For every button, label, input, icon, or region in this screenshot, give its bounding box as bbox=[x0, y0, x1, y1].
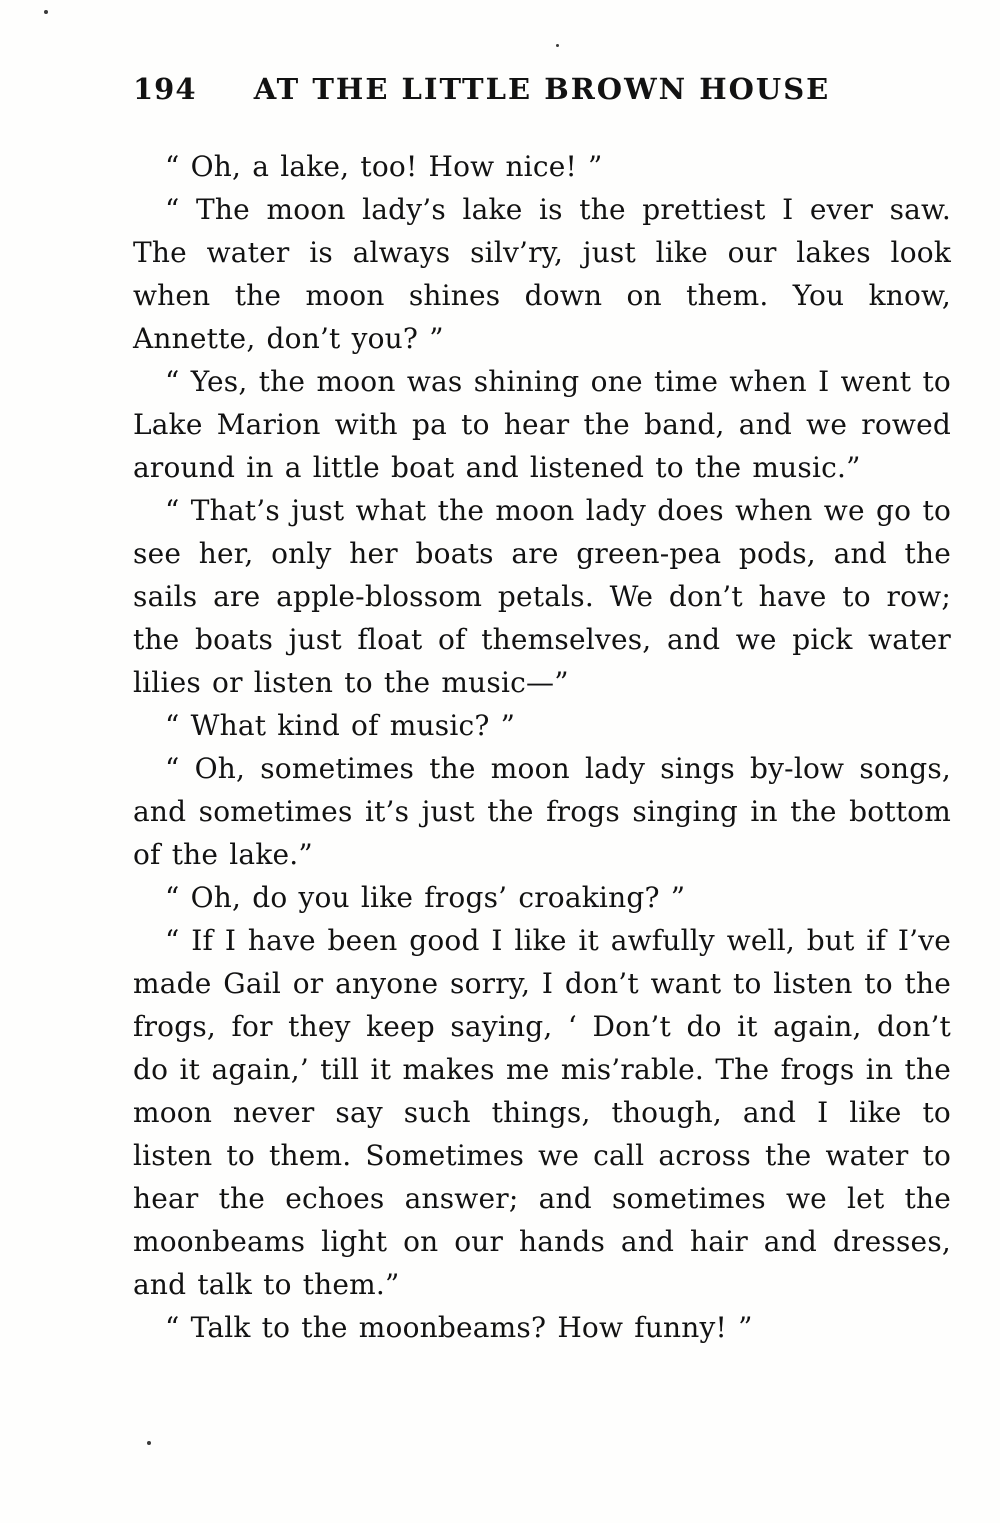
header-title: AT THE LITTLE BROWN HOUSE bbox=[253, 72, 831, 106]
page-number: 194 bbox=[133, 72, 197, 106]
scan-speck bbox=[44, 10, 48, 14]
paragraph: “ Yes, the moon was shining one time when I went to Lake Marion with pa to hear the band, and we rowed around in a little boat and listened to the music.” bbox=[133, 365, 951, 484]
paragraph: “ Oh, do you like frogs’ croaking? ” bbox=[165, 881, 686, 914]
text-block bbox=[133, 72, 951, 1349]
body-text bbox=[133, 145, 951, 1349]
scan-speck bbox=[556, 44, 559, 47]
paragraph: “ If I have been good I like it awfully well, but if I’ve made Gail or anyone sorry, I don’t want to listen to the frogs, for they keep saying, ‘ Don’t do it again, don’t do it again,’ till it makes me mis’rable. The frogs in the moon never say such things, though, and I like to listen to them. Sometimes we call across the water to hear the echoes answer; and sometimes we let the moonbeams light on our hands and hair and dresses, and talk to them.” bbox=[133, 924, 951, 1301]
paragraph: “ Oh, sometimes the moon lady sings by-low songs, and sometimes it’s just the frogs singing in the bottom of the lake.” bbox=[133, 752, 951, 871]
scan-speck bbox=[147, 1441, 151, 1445]
running-header bbox=[133, 72, 951, 118]
paragraph: “ That’s just what the moon lady does when we go to see her, only her boats are green-pea pods, and the sails are apple-blossom petals. We don’t have to row; the boats just float of themselves, and we pick water lilies or listen to the music—” bbox=[133, 494, 951, 699]
paragraph: “ Talk to the moonbeams? How funny! ” bbox=[165, 1311, 753, 1344]
paragraph: “ The moon lady’s lake is the prettiest I ever saw. The water is always silv’ry, just like our lakes look when the moon shines down on them. You know, Annette, don’t you? ” bbox=[133, 193, 951, 355]
paragraph: “ What kind of music? ” bbox=[165, 709, 516, 742]
paragraph: “ Oh, a lake, too! How nice! ” bbox=[165, 150, 603, 183]
